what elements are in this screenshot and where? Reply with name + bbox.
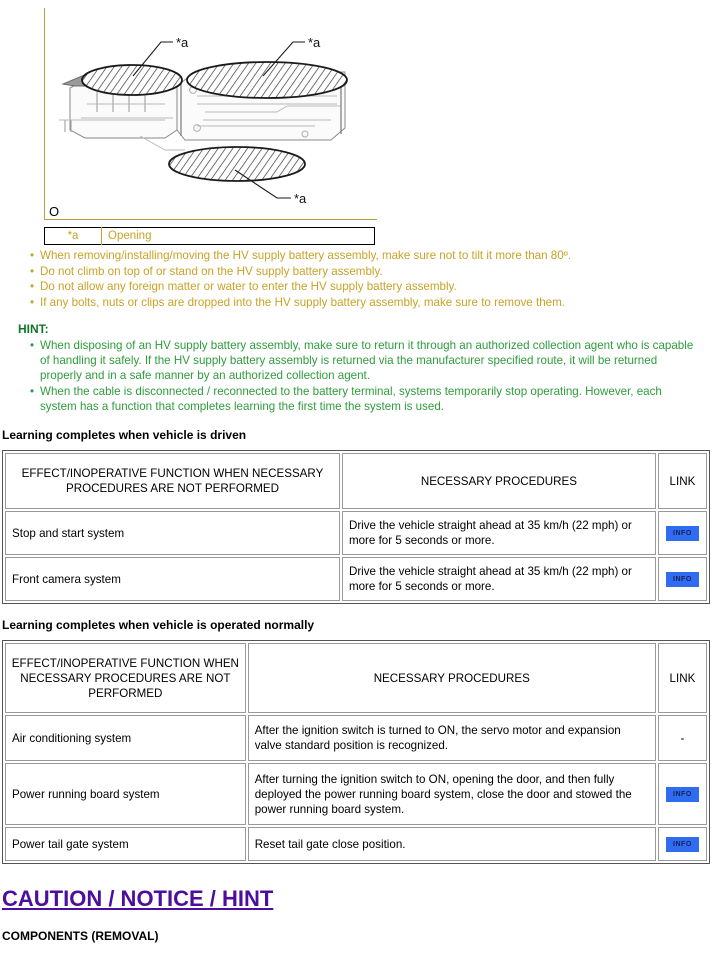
caution-notice-hint-link[interactable]: CAUTION / NOTICE / HINT <box>2 886 274 912</box>
cell-effect: Stop and start system <box>5 511 340 555</box>
cell-link <box>658 557 707 601</box>
hint-item: • When disposing of an HV supply battery assembly, make sure to return it through an authorized collection agent who is capable of handling it safely. If the HV supply battery assembly is returned via the manufacturer specified route, it will be returned properly and in a safe manner by an authorized collection agent. <box>30 338 700 384</box>
cell-procedure: After the ignition switch is turned to ON, the servo motor and expansion valve standard position is recognized. <box>248 715 656 761</box>
info-link-button[interactable]: INFO <box>666 572 699 587</box>
learning-driven-table <box>2 450 710 604</box>
table-row <box>5 763 707 825</box>
callout-label-2: *a <box>308 35 321 50</box>
column-header-effect: EFFECT/INOPERATIVE FUNCTION WHEN NECESSARY PROCEDURES ARE NOT PERFORMED <box>5 643 246 713</box>
cell-procedure: Drive the vehicle straight ahead at 35 km/h (22 mph) or more for 5 seconds or more. <box>342 511 656 555</box>
table-header-row <box>5 453 707 509</box>
battery-assembly-illustration <box>45 8 378 220</box>
info-link-button[interactable]: INFO <box>666 837 699 852</box>
column-header-link: LINK <box>658 453 707 509</box>
battery-assembly-figure <box>44 8 377 220</box>
table-row <box>5 827 707 861</box>
section-heading-driven: Learning completes when vehicle is driven <box>2 428 247 443</box>
figure-origin-marker: O <box>49 204 60 219</box>
callout-label-3: *a <box>294 191 307 206</box>
caution-item: • If any bolts, nuts or clips are dropped into the HV supply battery assembly, make sure to remove them. <box>30 295 713 311</box>
cell-link <box>658 763 707 825</box>
cell-effect: Air conditioning system <box>5 715 246 761</box>
figure-legend-table <box>44 227 375 245</box>
table-header-row <box>5 643 707 713</box>
caution-item: • Do not climb on top of or stand on the HV supply battery assembly. <box>30 264 713 280</box>
table-row <box>5 715 707 761</box>
info-link-button[interactable]: INFO <box>666 526 699 541</box>
info-link-button[interactable]: INFO <box>666 787 699 802</box>
hint-item: • When the cable is disconnected / reconnected to the battery terminal, systems temporarily stop operating. However, each system has a function that completes learning the first time the system is used. <box>30 384 700 414</box>
cell-effect: Front camera system <box>5 557 340 601</box>
learning-normal-table <box>2 640 710 864</box>
hint-heading: HINT: <box>18 322 49 336</box>
cell-link <box>658 511 707 555</box>
column-header-effect: EFFECT/INOPERATIVE FUNCTION WHEN NECESSARY PROCEDURES ARE NOT PERFORMED <box>5 453 340 509</box>
column-header-procedures: NECESSARY PROCEDURES <box>248 643 656 713</box>
cell-procedure: After turning the ignition switch to ON, opening the door, and then fully deployed the power running board system, close the door and stowed the power running board system. <box>248 763 656 825</box>
legend-value: Opening <box>108 230 152 242</box>
caution-notice-list <box>0 248 713 310</box>
caution-item: • Do not allow any foreign matter or water to enter the HV supply battery assembly. <box>30 279 713 295</box>
components-removal-title: COMPONENTS (REMOVAL) <box>2 929 159 944</box>
column-header-procedures: NECESSARY PROCEDURES <box>342 453 656 509</box>
caution-item: • When removing/installing/moving the HV supply battery assembly, make sure not to tilt it more than 80º. <box>30 248 713 264</box>
cell-effect: Power tail gate system <box>5 827 246 861</box>
cell-procedure: Reset tail gate close position. <box>248 827 656 861</box>
cell-link <box>658 827 707 861</box>
table-row <box>5 511 707 555</box>
column-header-link: LINK <box>658 643 707 713</box>
cell-effect: Power running board system <box>5 763 246 825</box>
callout-label-1: *a <box>176 35 189 50</box>
table-row <box>5 557 707 601</box>
section-heading-normal: Learning completes when vehicle is operated normally <box>2 618 315 633</box>
legend-key: *a <box>45 228 102 245</box>
legend-row <box>45 228 375 245</box>
hint-list <box>0 338 713 414</box>
cell-procedure: Drive the vehicle straight ahead at 35 km/h (22 mph) or more for 5 seconds or more. <box>342 557 656 601</box>
cell-link: - <box>658 715 707 761</box>
